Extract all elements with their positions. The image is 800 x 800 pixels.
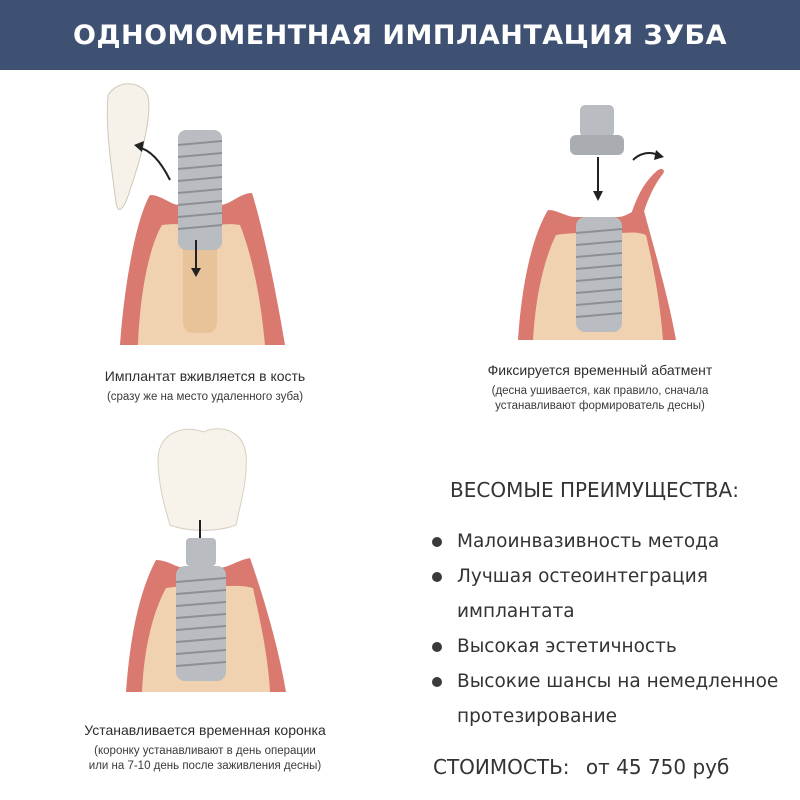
crown [158,429,246,530]
abutment-top [580,105,614,137]
benefit-line: Высокие шансы на немедленное [457,671,779,692]
step-note-line: (десна ушивается, как правило, сначала [491,385,709,397]
step-caption-2 [450,362,750,414]
benefit-line: Малоинвазивность метода [457,531,720,552]
step-title: Фиксируется временный абатмент [487,362,713,378]
illustration-temporary-abutment [508,95,693,355]
benefits-title: ВЕСОМЫЕ ПРЕИМУЩЕСТВА: [450,478,739,502]
step-note [450,384,750,414]
step-note [45,744,365,774]
illustration-implant-into-bone [90,75,310,355]
abutment [186,538,216,566]
bullet-icon [432,677,442,687]
header-banner [0,0,800,70]
bullet-icon [432,642,442,652]
benefits-block [430,478,795,734]
benefit-line: Высокая эстетичность [457,636,677,657]
bullet-icon [432,572,442,582]
benefit-item [430,664,795,734]
price-value: от 45 750 руб [585,755,730,779]
curved-arrow-icon [138,147,170,180]
benefit-item [430,629,795,664]
step-note [55,390,355,405]
step-title: Имплантат вживляется в кость [104,368,306,384]
step-note-line: или на 7-10 день после заживления десны) [88,760,322,772]
step-note-line: (коронку устанавливают в день операции [94,745,316,757]
bullet-icon [432,537,442,547]
step-note-line: устанавливают формирователь десны) [495,400,705,412]
price-line [433,755,729,779]
step-title: Устанавливается временная коронка [84,722,326,738]
price-label: СТОИМОСТЬ: [433,755,570,779]
benefit-line: имплантата [457,601,575,622]
benefit-item [430,524,795,559]
illustration-temporary-crown [118,420,303,705]
benefit-item [430,559,795,629]
abutment-collar [570,135,624,155]
benefit-line: Лучшая остеоинтеграция [457,566,708,587]
page-title: ОДНОМОМЕНТНАЯ ИМПЛАНТАЦИЯ ЗУБА [73,19,727,51]
step-note-line: (сразу же на место удаленного зуба) [106,391,304,403]
benefit-line: протезирование [457,706,617,727]
step-caption-1 [55,368,355,405]
step-caption-3 [45,722,365,774]
